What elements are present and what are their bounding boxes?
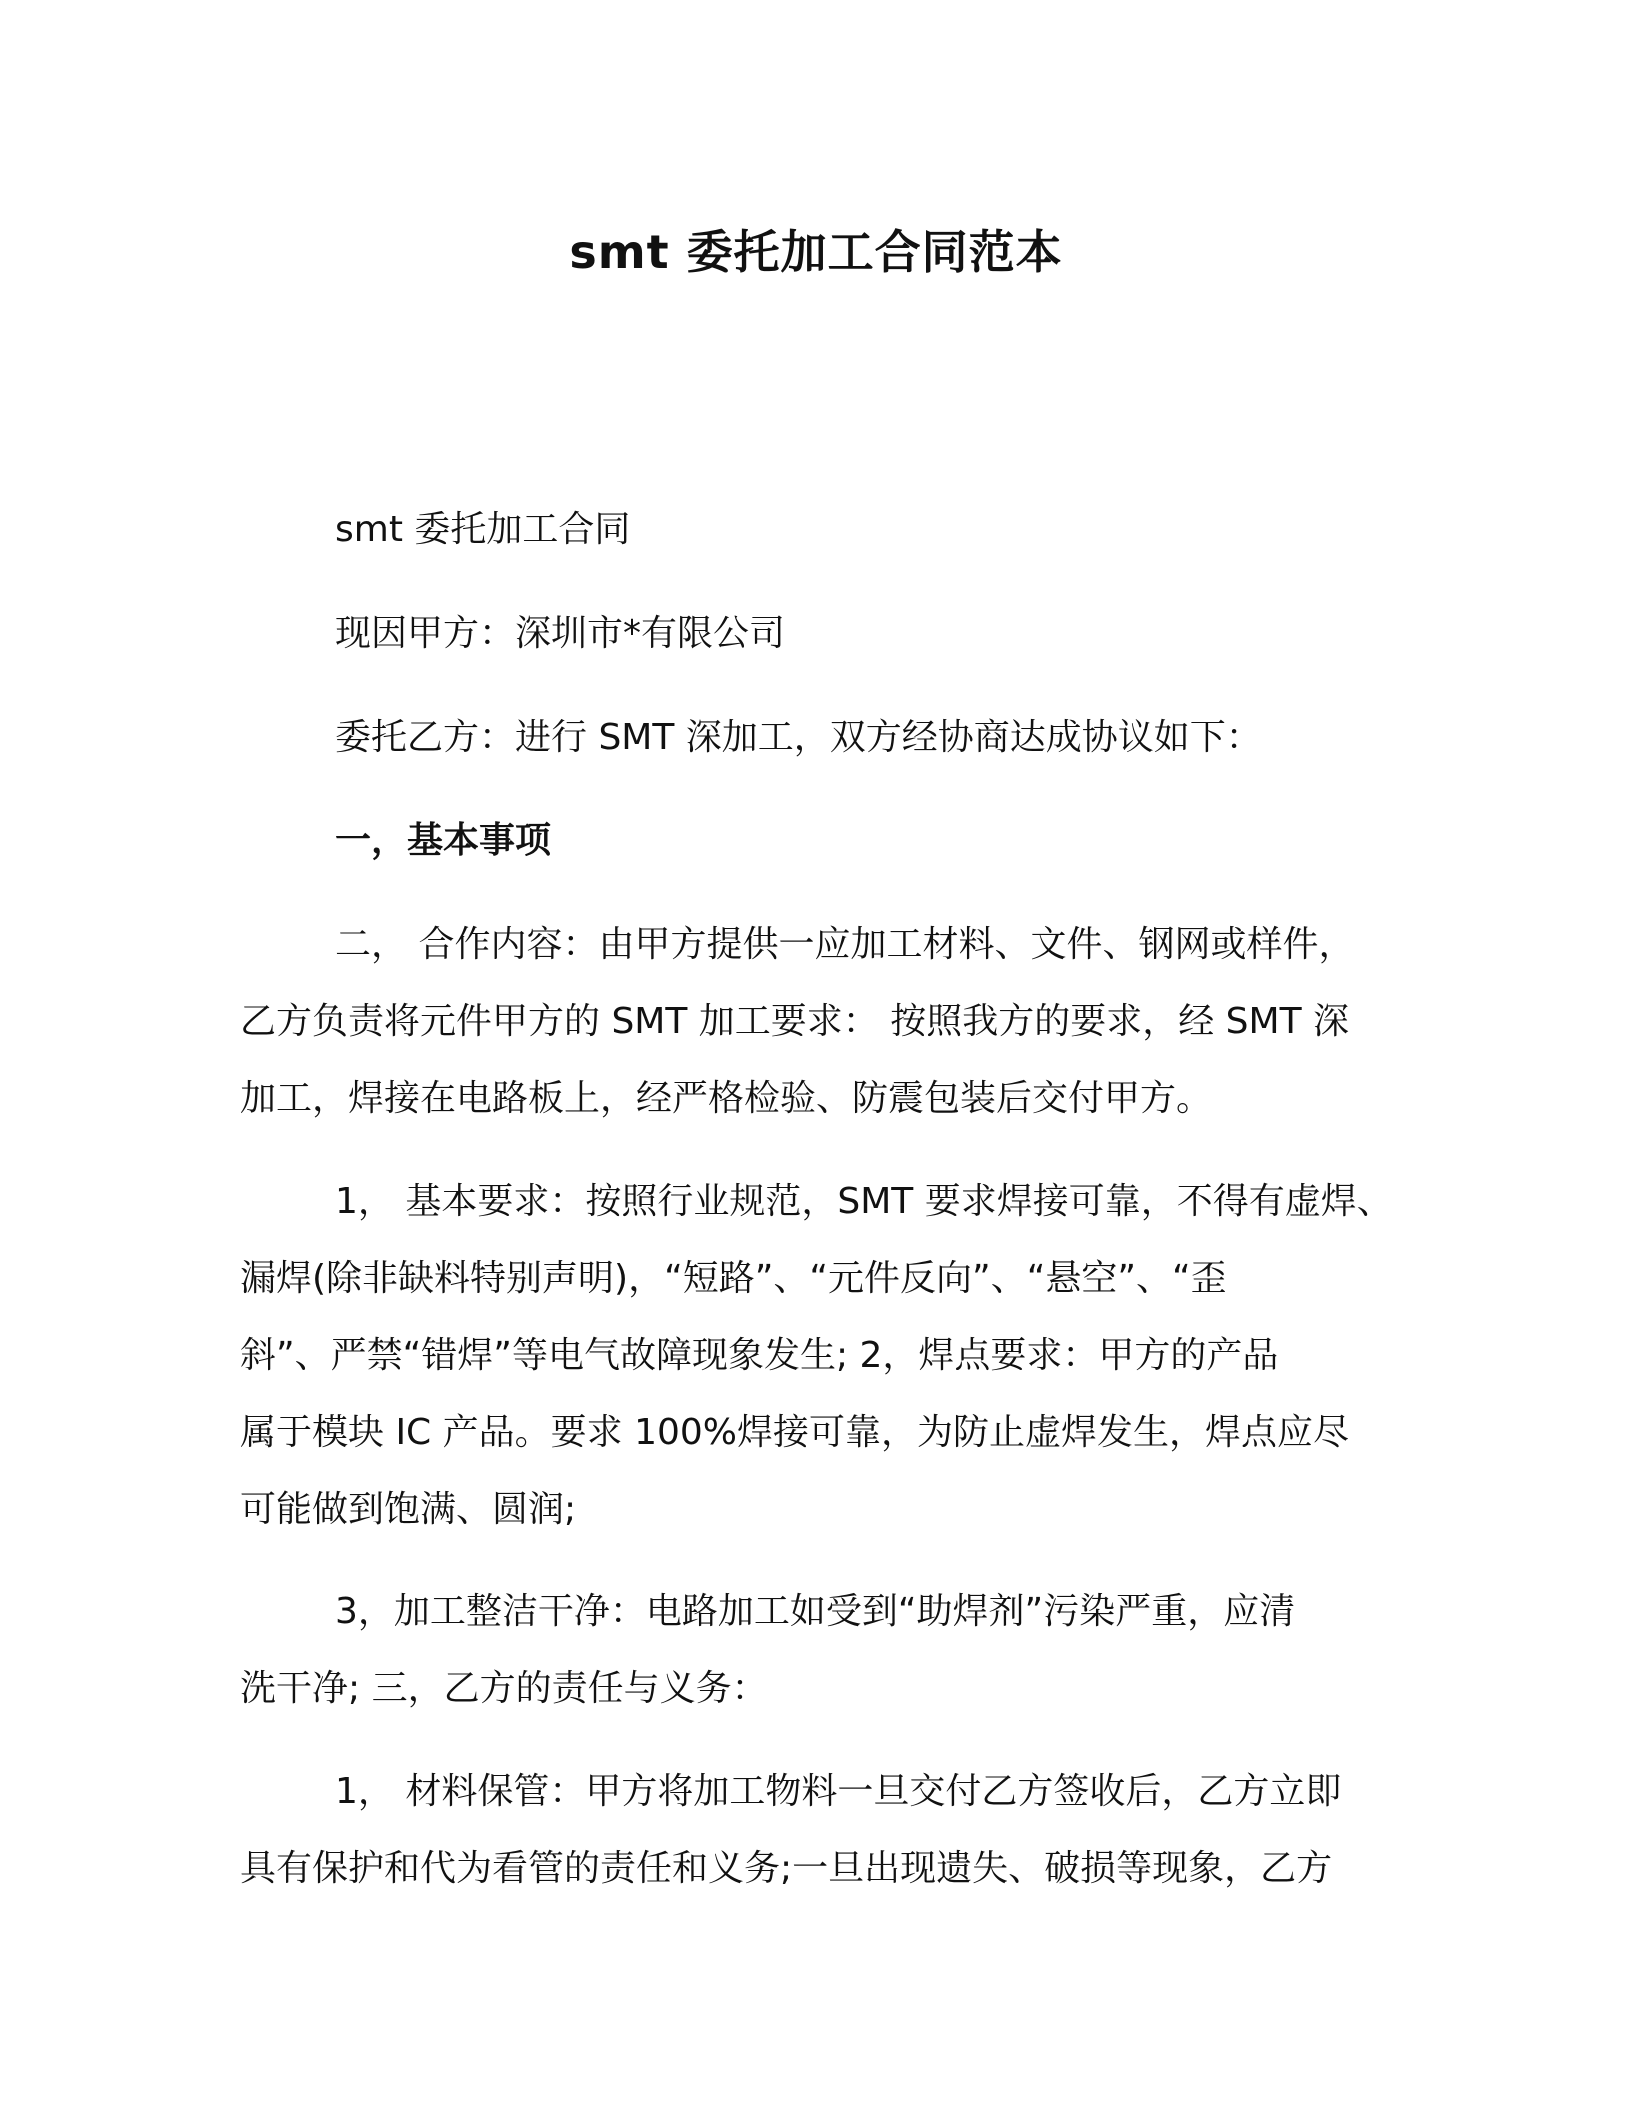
- requirements-paragraph: [240, 1163, 1393, 1548]
- text-line: 漏焊(除非缺料特别声明)，“短路”、“元件反向”、“悬空”、“歪: [240, 1258, 1227, 1299]
- material-custody-paragraph: [240, 1753, 1390, 1907]
- text-line: 洗干净; 三，乙方的责任与义务：: [240, 1668, 768, 1709]
- cooperation-paragraph: [240, 906, 1390, 1137]
- text-line: smt 委托加工合同: [335, 509, 631, 550]
- section-one-block: [240, 802, 1390, 879]
- party-a-paragraph: [240, 595, 1390, 672]
- text-line: 斜”、严禁“错焊”等电气故障现象发生; 2，焊点要求：甲方的产品: [240, 1335, 1279, 1376]
- document-title: smt 委托加工合同范本: [569, 225, 1063, 279]
- party-b-block: [240, 699, 1390, 776]
- party-b-paragraph: [240, 699, 1390, 776]
- cleanliness-block: [240, 1573, 1390, 1727]
- text-line: 1， 基本要求：按照行业规范，SMT 要求焊接可靠，不得有虚焊、: [335, 1181, 1393, 1222]
- text-line: 加工，焊接在电路板上，经严格检验、防震包装后交付甲方。: [240, 1078, 1213, 1119]
- material-custody-block: [240, 1753, 1390, 1907]
- text-line: 一，基本事项: [335, 820, 552, 861]
- requirements-block: [240, 1163, 1393, 1548]
- text-line: 具有保护和代为看管的责任和义务;一旦出现遗失、破损等现象，乙方: [240, 1848, 1333, 1889]
- text-line: 现因甲方：深圳市*有限公司: [335, 613, 786, 654]
- contract-subtitle: [240, 491, 1390, 568]
- text-line: 3，加工整洁干净：电路加工如受到“助焊剂”污染严重，应清: [335, 1591, 1296, 1632]
- section-two-block: [240, 906, 1390, 1137]
- section-heading: [240, 802, 1390, 879]
- text-line: 可能做到饱满、圆润;: [240, 1489, 577, 1530]
- text-line: 属于模块 IC 产品。要求 100%焊接可靠，为防止虚焊发生，焊点应尽: [240, 1412, 1350, 1453]
- party-a-block: [240, 595, 1390, 672]
- contract-heading-block: [240, 491, 1390, 568]
- cleanliness-paragraph: [240, 1573, 1390, 1727]
- text-line: 1， 材料保管：甲方将加工物料一旦交付乙方签收后，乙方立即: [335, 1771, 1342, 1812]
- text-line: 乙方负责将元件甲方的 SMT 加工要求： 按照我方的要求，经 SMT 深: [240, 1001, 1350, 1042]
- text-line: 委托乙方：进行 SMT 深加工，双方经协商达成协议如下：: [335, 717, 1262, 758]
- text-line: 二， 合作内容：由甲方提供一应加工材料、文件、钢网或样件，: [335, 924, 1355, 965]
